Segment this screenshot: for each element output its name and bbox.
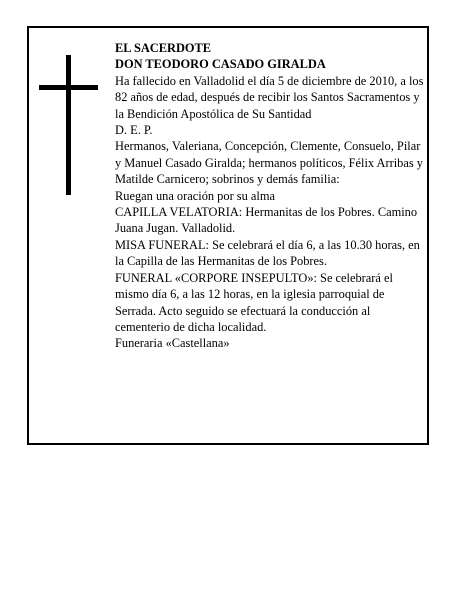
- cross-horizontal-bar: [39, 85, 98, 90]
- family-list: Hermanos, Valeriana, Concepción, Clemente, Consuelo, Pilar y Manuel Casado Giralda; hermanos políticos, Félix Arribas y Matilde Carnicero; sobrinos y demás familia:: [115, 139, 423, 187]
- chapel-info: CAPILLA VELATORIA: Hermanitas de los Pobres. Camino Juana Jugan. Valladolid.: [115, 205, 418, 236]
- obituary-text: [115, 40, 427, 352]
- prayer-request: Ruegan una oración por su alma: [115, 188, 275, 203]
- funeral-mass-info: MISA FUNERAL: Se celebrará el día 6, a las 10.30 horas, en la Capilla de las Hermanitas de los Pobres.: [115, 237, 420, 269]
- notice-title: EL SACERDOTE: [115, 41, 212, 55]
- rest-in-peace: D. E. P.: [115, 123, 153, 138]
- cross-vertical-bar: [66, 55, 71, 195]
- funeral-home: Funeraria «Castellana»: [115, 336, 230, 351]
- deceased-name: DON TEODORO CASADO GIRALDA: [115, 57, 326, 72]
- death-announcement: Ha fallecido en Valladolid el día 5 de diciembre de 2010, a los 82 años de edad, después de recibir los Santos Sacramentos y la Bendición Apostólica de Su Santidad: [115, 73, 424, 121]
- corpore-insepulto-info: FUNERAL «CORPORE INSEPULTO»: Se celebrará el mismo día 6, a las 12 horas, en la iglesia parroquial de Serrada. Acto seguido se efectuará la conducción al cementerio de dicha localidad.: [115, 270, 393, 334]
- obituary-notice: [27, 26, 429, 445]
